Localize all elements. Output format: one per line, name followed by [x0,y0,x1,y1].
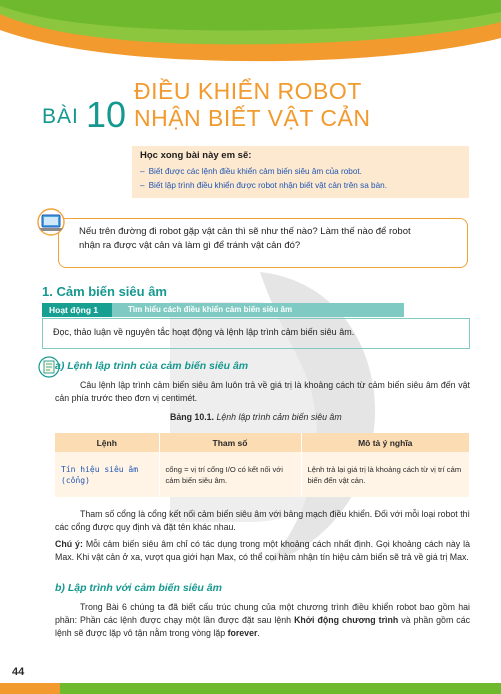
objectives-list [140,165,461,193]
paragraph-port-parameter: Tham số cổng là cổng kết nối cảm biến siêu âm với bảng mạch điều khiển. Đối với mỗi loại robot thì các cổng được quy định và đặt tên khác nhau. [55,509,470,532]
paragraph-program-structure: Trong Bài 6 chúng ta đã biết cấu trúc chung của một chương trình điều khiển robot bao gồm hai phần: Phần các lệnh được chạy một lần được đặt sau lệnh Khởi động chương trình và phần gồm các lệnh sẽ được lặp vô tận nằm trong vòng lặp forever. [55,602,470,638]
note-label: Chú ý: [55,539,83,549]
paragraph-note [55,538,470,564]
intro-line1: Nếu trên đường đi robot gặp vật cản thì sẽ như thế nào? Làm thế nào để robot [79,226,411,237]
command-table [55,433,470,497]
table-header-row [55,433,470,452]
objectives-box [132,146,469,198]
bottom-bar-decoration [0,683,501,694]
paragraph-ultrasonic-command: Câu lệnh lập trình cảm biến siêu âm luôn trả về giá trị là khoảng cách từ cảm biến siêu âm đến vật cản phía trước theo đơn vị centimét. [55,380,470,403]
objective-item: – Biết lập trình điều khiển được robot nhận biết vật cản trên sa bàn. [140,181,387,190]
table-header-desc: Mô tả ý nghĩa [301,433,470,452]
table-cell-param: cổng = vị trí cổng I/O có kết nối với cảm biến siêu âm. [159,452,301,497]
lesson-title-line2: NHẬN BIẾT VẬT CẢN [134,105,371,131]
page-number: 44 [12,666,25,678]
table-caption-title: Lệnh lập trình cảm biến siêu âm [216,412,342,422]
lesson-title [134,78,370,132]
lesson-title-line1: ĐIỀU KHIỂN ROBOT [134,78,362,104]
subsection-b-title: b) Lập trình với cảm biến siêu âm [55,582,222,594]
table-header-command: Lệnh [55,433,159,452]
objectives-title: Học xong bài này em sẽ: [140,150,252,161]
bold-start-program: Khởi động chương trình [294,615,399,625]
activity-label: Hoạt động 1 [42,303,112,317]
intro-line2: nhận ra được vật cản và làm gì để tránh vật cản đó? [79,240,301,251]
activity-title: Tìm hiểu cách điều khiển cảm biến siêu âm [112,303,404,317]
intro-question-box [58,218,468,268]
table-caption-label: Bảng 10.1. [170,412,215,422]
objective-item: – Biết được các lệnh điều khiển cảm biến siêu âm của robot. [140,167,362,176]
table-cell-desc: Lệnh trả lại giá trị là khoảng cách từ vị trí cảm biến đến vật cản. [301,452,470,497]
activity-bar [42,303,472,317]
table-row [55,452,470,497]
section-title: 1. Cảm biến siêu âm [42,284,167,299]
top-wave-decoration [0,0,501,70]
activity-box [42,318,470,349]
activity-text: Đọc, thảo luận về nguyên tắc hoạt động và lệnh lập trình cảm biến siêu âm. [53,327,355,337]
table-header-param: Tham số [159,433,301,452]
laptop-icon [36,208,70,238]
table-caption [170,412,342,422]
note-text: Mỗi cảm biến siêu âm chỉ có tác dụng trong một khoảng cách nhất định. Gọi khoảng cách này là Max. Khi vật cản ở xa, vượt qua giới hạn Max, có thể coi hàm nhận tín hiệu cảm biến sẽ trả về giá trị Max. [55,539,470,562]
bold-forever: forever [227,628,258,638]
lesson-word: BÀI [42,105,79,128]
lesson-header [42,78,482,134]
subsection-a-title: a) Lệnh lập trình của cảm biến siêu âm [55,360,249,372]
table-cell-command: Tín hiệu siêu âm (cổng) [55,452,159,497]
lesson-number: 10 [86,94,127,135]
